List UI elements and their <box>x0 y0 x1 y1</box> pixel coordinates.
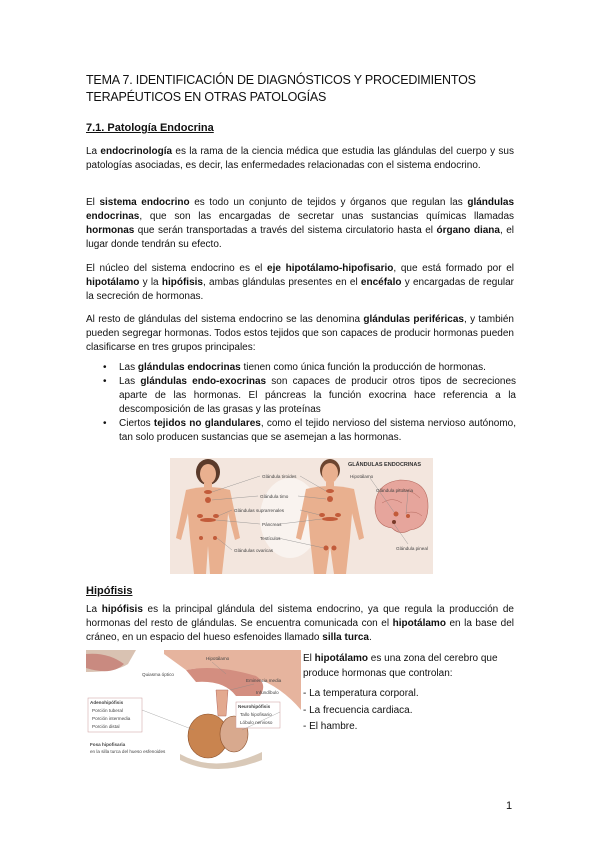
gland-groups-list <box>86 361 516 445</box>
list-item: • Ciertos tejidos no glandulares, como el tejido nervioso del sistema nervioso autónomo, tan solo producen sustancias que se asemejan a las hormonas. <box>103 418 516 443</box>
hypothalamus-intro: El hipotálamo es una zona del cerebro que produce hormonas que controlan: <box>303 653 498 679</box>
figure-heading: GLÁNDULAS ENDOCRINAS <box>348 462 422 468</box>
list-item: - El hambre. <box>303 721 358 732</box>
label-ovaries: Glándulas ovaricas <box>234 548 274 553</box>
page-title: TEMA 7. IDENTIFICACIÓN DE DIAGNÓSTICOS Y PROCEDIMIENTOS TERAPÉUTICOS EN OTRAS PATOLOGÍAS <box>86 73 476 104</box>
label-hypothalamus-2: Hipotálamo <box>206 656 230 661</box>
label-optic-chiasm: Quiasma óptico <box>142 672 174 677</box>
paragraph-endocrinology: La endocrinología es la rama de la ciencia médica que estudia las glándulas del cuerpo y sus patologías asociadas, es decir, las enfermedades relacionadas con el sistema endocrino. <box>86 146 514 171</box>
label-fossa: Fosa hipofisaria <box>90 742 126 747</box>
label-stalk: Tallo hipofisario <box>240 712 272 717</box>
section-heading-hypophysis: Hipófisis <box>86 585 133 597</box>
paragraph-hypothalamic-axis: El núcleo del sistema endocrino es el eje hipotálamo-hipofisario, que está formado por el hipotálamo y la hipófisis, ambas glándulas presentes en el encéfalo y encargadas de regular la secreción de hormonas. <box>86 263 514 302</box>
list-item: - La temperatura corporal. <box>303 688 419 699</box>
hypothalamus-note <box>303 652 518 737</box>
label-infundibulum: Infundíbulo <box>256 690 279 695</box>
endocrine-glands-figure <box>170 458 433 574</box>
label-pineal: Glándula pineal <box>396 546 428 551</box>
label-distal: Porción distal <box>92 724 120 729</box>
label-thymus: Glándula timo <box>260 494 289 499</box>
label-pituitary: Glándula pituitaria <box>376 488 414 493</box>
label-tuberal: Porción tuberal <box>92 708 123 713</box>
label-nervous-lobe: Lóbulo nervioso <box>240 720 273 725</box>
list-item: • Las glándulas endocrinas tienen como única función la producción de hormonas. <box>103 362 486 373</box>
label-adrenal: Glándulas suprarrenales <box>234 508 285 513</box>
label-pancreas: Páncreas <box>262 522 282 527</box>
label-sella: en la silla turca del hueso esfenoides <box>90 749 166 754</box>
hypothalamus-controls-list <box>303 687 518 735</box>
label-hypothalamus: Hipotálamo <box>350 474 374 479</box>
label-intermediate: Porción intermedia <box>92 716 131 721</box>
page-number: 1 <box>506 800 513 812</box>
section-heading-endocrine: 7.1. Patología Endocrina <box>86 122 214 134</box>
label-neurohypophysis: Neurohipófisis <box>238 704 271 709</box>
label-adenohypophysis: Adenohipófisis <box>90 700 124 705</box>
paragraph-endocrine-system: El sistema endocrino es todo un conjunto de tejidos y órganos que regulan las glándulas endocrinas, que son las encargadas de secretar unas sustancias químicas llamadas hormonas que serán transportadas a través del sistema circulatorio hasta el órgano diana, el lugar donde tendrán su efecto. <box>86 197 515 250</box>
list-item: • Las glándulas endo-exocrinas son capaces de producir otros tipos de secreciones aparte de las hormonas. El páncreas la función exocrina hace referencia a la descomposición de las grasas y las proteínas <box>103 376 517 415</box>
label-thyroid: Glándula tiroides <box>262 474 297 479</box>
paragraph-peripheral-glands: Al resto de glándulas del sistema endocrino se las denomina glándulas periféricas, y también pueden segregar hormonas. Todos estos tejidos que son capaces de producir hormonas pueden clasificarse en tres grupos principales: <box>86 314 514 353</box>
label-median-eminence: Eminencia media <box>246 678 282 683</box>
label-testicles: Testículos <box>260 536 281 541</box>
list-item: - La frecuencia cardiaca. <box>303 704 413 716</box>
pituitary-anatomy-figure <box>86 650 301 770</box>
paragraph-hypophysis: La hipófisis es la principal glándula del sistema endocrino, ya que regula la producción de hormonas del resto de glándulas. Se encuentra comunicada con el hipotálamo en la base del cráneo, en un espacio del hueso esfenoides llamado silla turca. <box>86 604 514 643</box>
